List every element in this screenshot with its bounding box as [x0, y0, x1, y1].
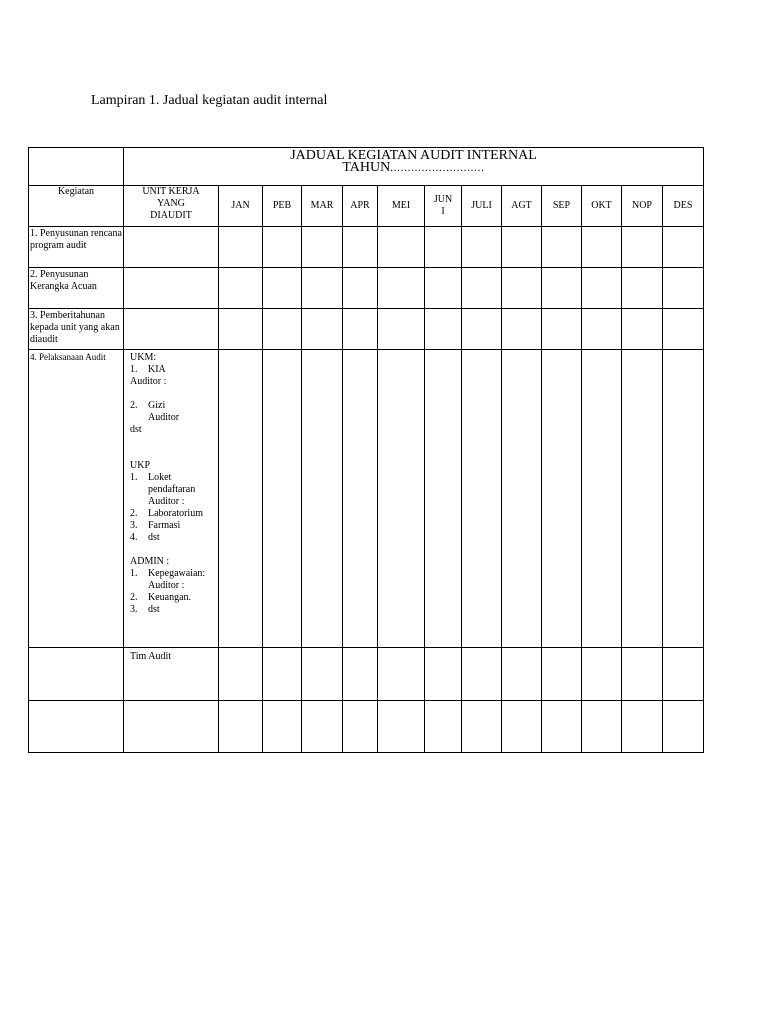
month-cell — [302, 268, 343, 309]
year-blank: ........................... — [390, 163, 485, 174]
month-header-jan: JAN — [219, 186, 263, 227]
month-cell — [378, 701, 425, 753]
month-cell — [425, 227, 462, 268]
unit-group-heading: UKP — [130, 460, 151, 471]
month-cell — [542, 648, 582, 701]
table-row — [29, 350, 704, 648]
month-cell — [462, 350, 502, 648]
month-cell — [622, 227, 663, 268]
month-cell — [582, 227, 622, 268]
month-cell — [663, 648, 704, 701]
activity-cell: 4. Pelaksanaan Audit — [29, 350, 124, 648]
month-cell — [542, 227, 582, 268]
list-item: 4. dst — [130, 532, 160, 543]
month-cell — [622, 648, 663, 701]
month-cell — [582, 268, 622, 309]
month-cell — [542, 309, 582, 350]
month-cell — [622, 309, 663, 350]
month-cell — [663, 268, 704, 309]
activity-cell — [29, 701, 124, 753]
month-cell — [378, 309, 425, 350]
table-title: JADUAL KEGIATAN AUDIT INTERNAL — [290, 148, 537, 163]
month-cell — [263, 350, 302, 648]
month-cell — [219, 350, 263, 648]
auditor-line: Auditor : — [130, 376, 167, 387]
unit-cell — [124, 309, 219, 350]
month-cell — [219, 268, 263, 309]
month-cell — [302, 648, 343, 701]
month-cell — [542, 268, 582, 309]
month-cell — [425, 309, 462, 350]
month-cell — [378, 350, 425, 648]
month-cell — [502, 701, 542, 753]
tim-audit-cell: Tim Audit — [124, 648, 219, 701]
month-cell — [622, 701, 663, 753]
month-cell — [343, 309, 378, 350]
month-cell — [663, 309, 704, 350]
month-cell — [378, 268, 425, 309]
month-cell — [343, 701, 378, 753]
list-item: 3. Farmasi — [130, 520, 181, 531]
month-header-mar: MAR — [302, 186, 343, 227]
month-cell — [263, 268, 302, 309]
header-unit-line: YANG — [157, 198, 185, 209]
list-item: 1. Kepegawaian: — [130, 568, 206, 579]
table-row — [29, 227, 704, 268]
table-row — [29, 648, 704, 701]
month-header-okt: OKT — [582, 186, 622, 227]
month-header-juni: JUN I — [425, 186, 462, 227]
month-cell — [425, 268, 462, 309]
list-item: 1. Loket — [130, 472, 172, 483]
month-cell — [542, 350, 582, 648]
year-label: TAHUN — [342, 160, 391, 175]
table-title-cell — [124, 148, 704, 186]
month-cell — [263, 648, 302, 701]
list-item: 2. Keuangan. — [130, 592, 192, 603]
month-header-apr: APR — [343, 186, 378, 227]
month-cell — [302, 701, 343, 753]
table-row — [29, 701, 704, 753]
table-year-line — [124, 162, 703, 175]
auditor-line: Auditor : — [148, 580, 185, 591]
auditor-line: Auditor : — [148, 496, 185, 507]
month-cell — [502, 350, 542, 648]
month-cell — [219, 648, 263, 701]
month-cell — [219, 309, 263, 350]
month-cell — [502, 309, 542, 350]
month-header-sep: SEP — [542, 186, 582, 227]
month-cell — [302, 350, 343, 648]
month-cell — [582, 701, 622, 753]
auditor-line: Auditor — [148, 412, 180, 423]
month-cell — [622, 268, 663, 309]
list-item: 2. Gizi — [130, 400, 166, 411]
month-cell — [542, 701, 582, 753]
month-cell — [502, 268, 542, 309]
month-cell — [302, 309, 343, 350]
month-cell — [663, 227, 704, 268]
month-cell — [663, 350, 704, 648]
month-cell — [343, 227, 378, 268]
month-header-peb: PEB — [263, 186, 302, 227]
month-header-mei: MEI — [378, 186, 425, 227]
month-cell — [462, 227, 502, 268]
month-cell — [582, 648, 622, 701]
unit-group-heading: UKM: — [130, 352, 157, 363]
month-cell — [263, 227, 302, 268]
month-cell — [263, 701, 302, 753]
activity-cell: 1. Penyusunan rencana program audit — [29, 227, 124, 268]
month-cell — [343, 648, 378, 701]
unit-cell — [124, 701, 219, 753]
month-cell — [219, 227, 263, 268]
table-row — [29, 268, 704, 309]
month-cell — [582, 350, 622, 648]
month-cell — [343, 268, 378, 309]
document-caption: Lampiran 1. Jadual kegiatan audit internal — [91, 93, 328, 108]
month-cell — [502, 227, 542, 268]
list-item: dst — [130, 424, 142, 435]
month-cell — [502, 648, 542, 701]
header-unit-line: DIAUDIT — [150, 210, 192, 221]
activity-cell: 3. Pemberitahunan kepada unit yang akan diaudit — [29, 309, 124, 350]
list-item: 3. dst — [130, 604, 160, 615]
month-cell — [462, 268, 502, 309]
month-cell — [219, 701, 263, 753]
header-row — [29, 186, 704, 227]
month-cell — [263, 309, 302, 350]
header-kegiatan: Kegiatan — [29, 186, 124, 227]
month-cell — [425, 350, 462, 648]
table-row — [29, 309, 704, 350]
month-header-juli: JULI — [462, 186, 502, 227]
month-cell — [663, 701, 704, 753]
month-cell — [622, 350, 663, 648]
month-cell — [378, 648, 425, 701]
month-header-des: DES — [663, 186, 704, 227]
month-header-nop: NOP — [622, 186, 663, 227]
month-cell — [582, 309, 622, 350]
header-unit-line: UNIT KERJA — [142, 186, 200, 197]
list-item-continuation: pendaftaran — [148, 484, 196, 495]
title-row — [29, 148, 704, 186]
month-cell — [378, 227, 425, 268]
activity-cell — [29, 648, 124, 701]
list-item: 1. KIA — [130, 364, 166, 375]
header-unit — [124, 186, 219, 227]
list-item: 2. Laboratorium — [130, 508, 203, 519]
month-cell — [343, 350, 378, 648]
month-cell — [462, 648, 502, 701]
blank-corner-cell — [29, 148, 124, 186]
unit-list-cell — [124, 350, 219, 648]
month-cell — [462, 701, 502, 753]
audit-schedule-table — [28, 147, 704, 753]
unit-cell — [124, 268, 219, 309]
month-cell — [425, 701, 462, 753]
month-header-agt: AGT — [502, 186, 542, 227]
month-cell — [462, 309, 502, 350]
month-cell — [425, 648, 462, 701]
unit-cell — [124, 227, 219, 268]
unit-group-heading: ADMIN : — [130, 556, 170, 567]
activity-cell: 2. Penyusunan Kerangka Acuan — [29, 268, 124, 309]
month-cell — [302, 227, 343, 268]
